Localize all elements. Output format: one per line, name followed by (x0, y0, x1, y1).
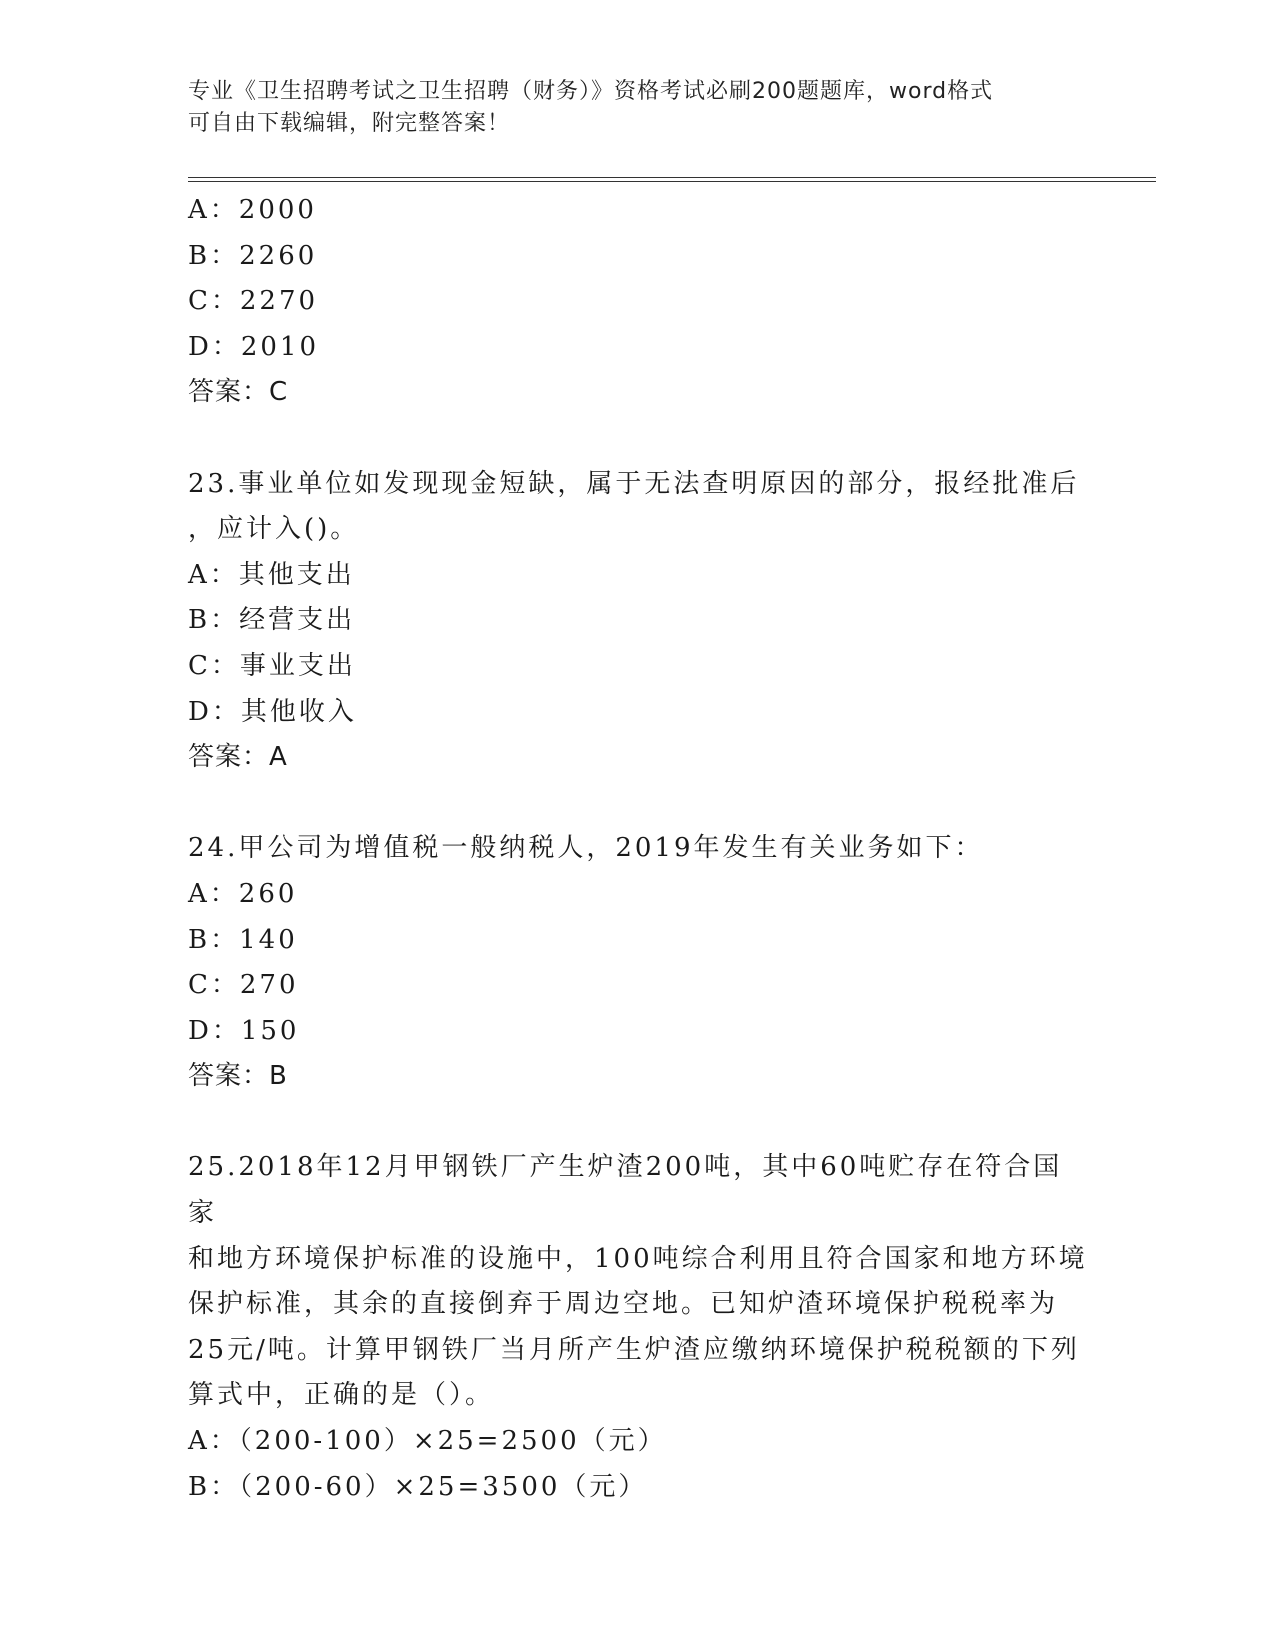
question-list (188, 188, 1088, 1510)
answer: 答案：B (188, 1061, 288, 1092)
question-stem-line: 23.事业单位如发现现金短缺，属于无法查明原因的部分，报经批准后 (188, 468, 1080, 499)
option-d: D：2010 (188, 331, 320, 362)
header-divider (188, 177, 1156, 178)
option-c: C：事业支出 (188, 650, 356, 681)
option-a: A：（200-100）×25=2500（元） (188, 1426, 667, 1457)
option-c: C：2270 (188, 286, 319, 317)
document-header (188, 76, 1068, 140)
question-24 (188, 826, 1088, 1100)
option-b: B：经营支出 (188, 605, 356, 636)
option-a: A：其他支出 (188, 559, 355, 590)
answer: 答案：A (188, 742, 288, 773)
question-22 (188, 188, 1088, 416)
header-line-2: 可自由下载编辑，附完整答案！ (188, 111, 511, 136)
option-a: A：260 (188, 878, 298, 909)
option-c: C：270 (188, 970, 299, 1001)
answer: 答案：C (188, 377, 289, 408)
header-line-1: 专业《卫生招聘考试之卫生招聘（财务）》资格考试必刷200题题库，word格式 (188, 79, 994, 104)
option-b: B：（200-60）×25=3500（元） (188, 1471, 648, 1502)
question-stem-line: 25元/吨。计算甲钢铁厂当月所产生炉渣应缴纳环境保护税税额的下列 (188, 1334, 1080, 1365)
question-stem-line: 算式中，正确的是（）。 (188, 1380, 495, 1411)
option-a: A：2000 (188, 195, 317, 225)
option-d: D：150 (188, 1015, 300, 1046)
question-stem-line: ，应计入()。 (188, 514, 360, 545)
option-d: D：其他收入 (188, 696, 357, 727)
question-stem-line: 24.甲公司为增值税一般纳税人，2019年发生有关业务如下： (188, 833, 984, 864)
header-divider-second (188, 181, 1156, 182)
question-23 (188, 462, 1088, 781)
question-stem-line: 和地方环境保护标准的设施中，100吨综合利用且符合国家和地方环境 (188, 1243, 1088, 1274)
option-b: B：140 (188, 924, 298, 955)
question-stem-line: 25.2018年12月甲钢铁厂产生炉渣200吨，其中60吨贮存在符合国家 (188, 1152, 1063, 1229)
question-stem-line: 保护标准，其余的直接倒弃于周边空地。已知炉渣环境保护税税率为 (188, 1289, 1059, 1320)
question-25 (188, 1145, 1088, 1510)
option-b: B：2260 (188, 240, 318, 271)
